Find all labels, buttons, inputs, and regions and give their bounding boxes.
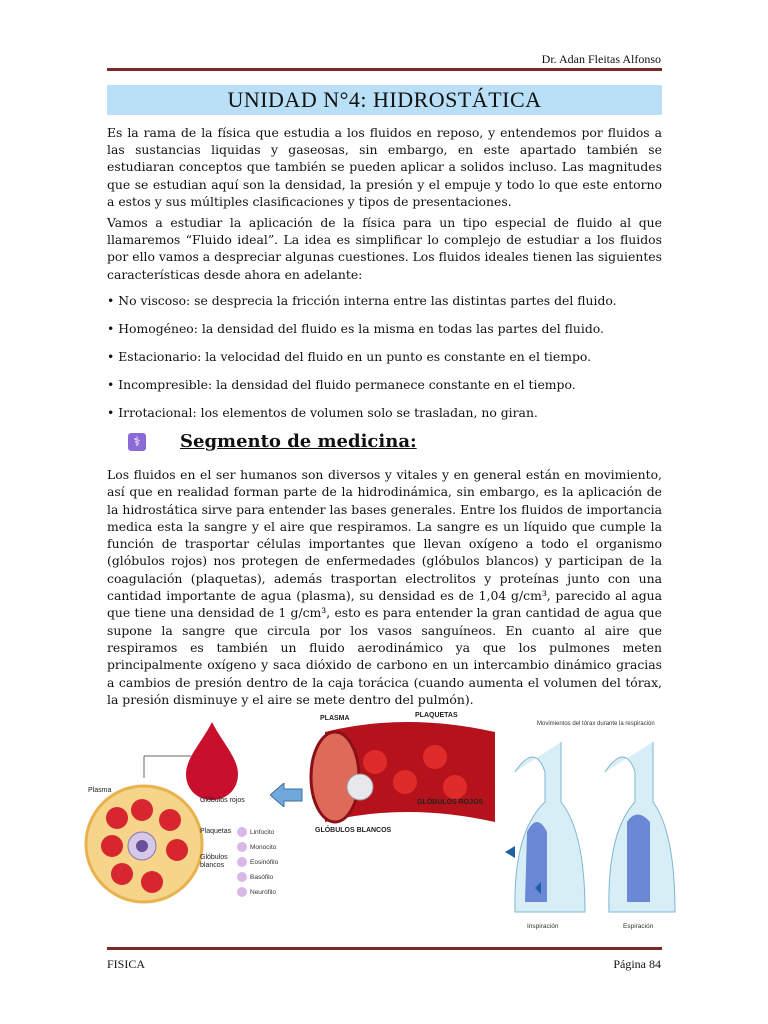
vessel-label-globulos-blancos: GLÓBULOS BLANCOS <box>315 827 392 834</box>
breathing-figure <box>505 712 710 937</box>
label-globulos-blancos-1: Glóbulos <box>200 854 228 861</box>
blood-vessel-figure <box>305 702 505 842</box>
footer-page-number: Página 84 <box>613 957 661 971</box>
vessel-label-plasma: PLASMA <box>320 715 350 722</box>
bullet-estacionario: • Estacionario: la velocidad del fluido en un punto es constante en el tiempo. <box>107 349 592 364</box>
bullet-irrotacional: • Irrotacional: los elementos de volumen solo se trasladan, no giran. <box>107 405 538 420</box>
title-banner <box>107 85 662 115</box>
bullet-homogeneo: • Homogéneo: la densidad del fluido es la misma en todas las partes del fluido. <box>107 321 604 336</box>
label-globulos-rojos: Glóbulos rojos <box>200 797 245 804</box>
label-plaquetas: Plaquetas <box>200 828 232 835</box>
segment-paragraph: Los fluidos en el ser humanos son diversos y vitales y en general están en movimiento, así que en realidad forman parte de la hidrodinámica, sin embargo, es la aplicación de la hidrostática sirve para entender las bases generales. Entre los fluidos de importancia medica esta la sangre y el aire que respiramos. La sangre es un líquido que cumple la función de trasportar células importantes que llevan oxígeno a todo el organismo (glóbulos rojos) nos protegen de enfermedades (glóbulos blancos) y participan de la coagulación (plaquetas), además trasportan electrolitos y proteínas junto con una cantidad importante de agua (plasma), su densidad es de 1,04 g/cm³, parecido al agua que tiene una densidad de 1 g/cm³, esto es para entender la gran cantidad de agua que supone la sangre que circula por los vasos sanguíneos. En cuanto al aire que respiramos es también un fluido aerodinámico ya que los pulmones meten principalmente oxígeno y saca dióxido de carbono en un intercambio dinámico gracias a cambios de presión dentro de la caja torácica (cuando aumenta el volumen del tórax, la presión disminuye y el aire se mete dentro del pulmón). <box>107 467 662 707</box>
label-plasma: Plasma <box>88 787 112 794</box>
blood-composition-figure <box>82 722 282 942</box>
label-globulos-blancos-2: blancos <box>200 862 225 869</box>
legend-eosinofilo: Eosinófilo <box>250 859 279 866</box>
legend-neurofilo: Neurófilo <box>250 889 277 896</box>
header-author: Dr. Adan Fleitas Alfonso <box>541 52 661 66</box>
segment-title: Segmento de medicina: <box>180 431 417 452</box>
footer-subject: FISICA <box>107 957 146 971</box>
label-inspiracion: Inspiración <box>527 923 559 930</box>
bullet-incompresible: • Incompresible: la densidad del fluido permanece constante en el tiempo. <box>107 377 576 392</box>
left-arrow-icon <box>270 783 304 807</box>
legend-monocito: Monocito <box>250 844 277 851</box>
intro-paragraph-2: Vamos a estudiar la aplicación de la física para un tipo especial de fluido al que llamaremos “Fluido ideal”. La idea es simplificar lo complejo de estudiar a los fluidos por ello vamos a despreciar algunas cuestiones. Los fluidos ideales tienen las siguientes características desde ahora en adelante: <box>107 215 663 282</box>
breathing-title: Movimientos del tórax durante la respiración <box>537 721 655 727</box>
footer-rule <box>107 947 662 950</box>
vessel-label-globulos-rojos: GLÓBULOS ROJOS <box>417 799 484 806</box>
bullet-no-viscoso: • No viscoso: se desprecia la fricción interna entre las distintas partes del fluido. <box>107 293 617 308</box>
intro-paragraph-1: Es la rama de la física que estudia a los fluidos en reposo, y entendemos por fluidos a las sustancias liquidas y gaseosas, sin embargo, en este apartado también se estudiaran conceptos que también se pueden aplicar a solidos incluso. Las magnitudes que se estudian aquí son la densidad, la presión y el empuje y todo lo que este entorno a estos y sus múltiples clasificaciones y tipos de presentaciones. <box>107 125 662 209</box>
page-title: UNIDAD N°4: HIDROSTÁTICA <box>227 87 542 112</box>
legend-basofilo: Basófilo <box>250 874 274 881</box>
legend-linfocito: Linfocito <box>250 829 275 836</box>
header-rule <box>107 68 662 71</box>
blood-drop-icon <box>186 722 238 800</box>
vessel-label-plaquetas: PLAQUETAS <box>415 712 458 719</box>
medical-icon: ⚕ <box>128 433 146 451</box>
label-espiracion: Espiración <box>623 923 654 930</box>
